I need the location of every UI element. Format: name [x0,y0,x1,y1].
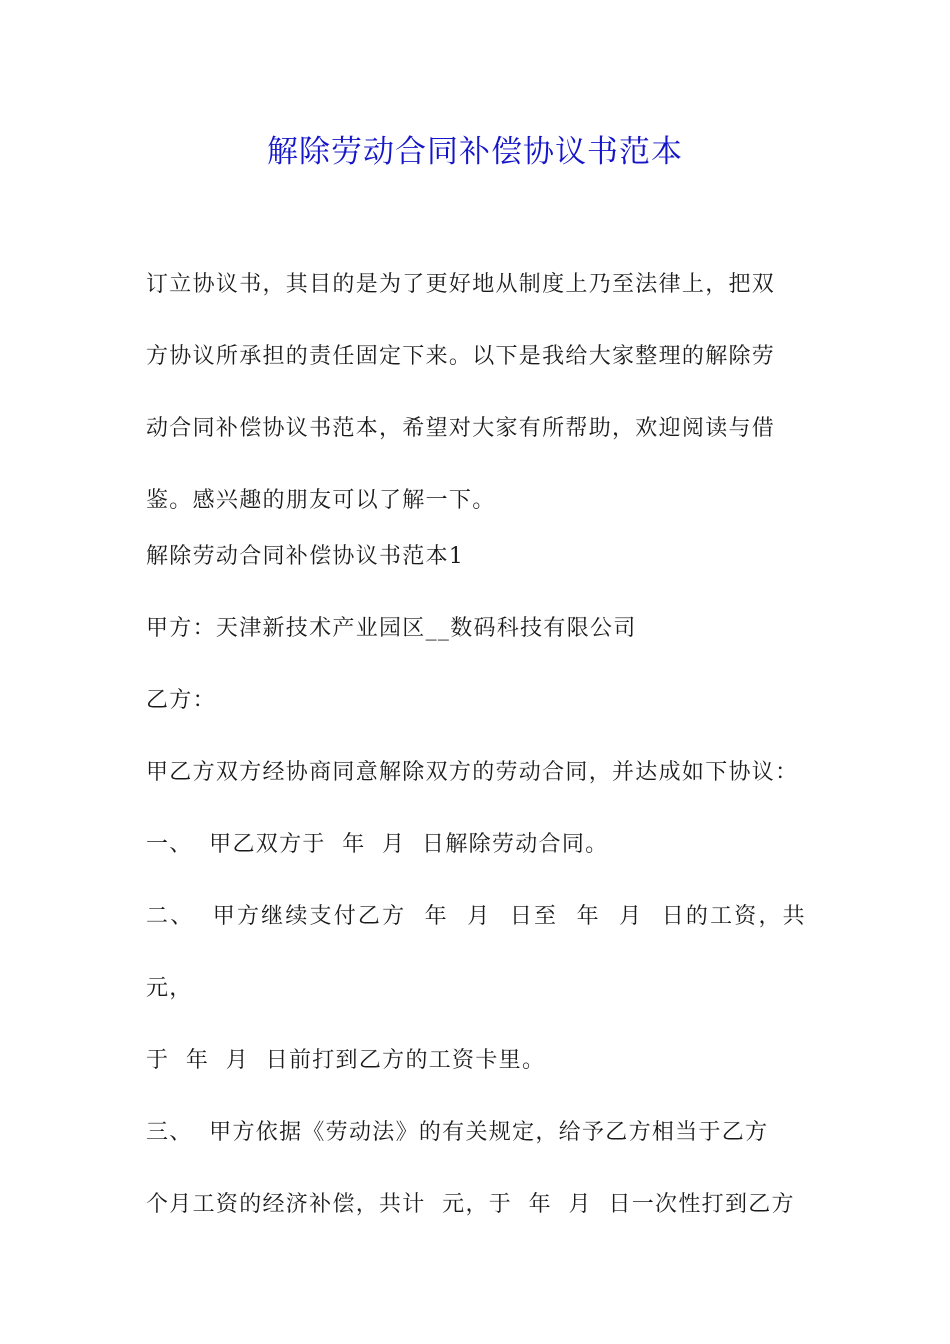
party-b-line: 乙方： [146,688,216,713]
document-title: 解除劳动合同补偿协议书范本 [267,134,683,170]
party-a-line: 甲方：天津新技术产业园区__数码科技有限公司 [146,616,637,641]
clause-2-line-2: 于 年 月 日前打到乙方的工资卡里。 [146,1048,546,1073]
clause-3-line-1: 三、 甲方依据《劳动法》的有关规定，给予乙方相当于乙方 [146,1120,769,1145]
agreement-intro-line: 甲乙方双方经协商同意解除双方的劳动合同，并达成如下协议： [146,760,799,785]
clause-2-line-1: 二、 甲方继续支付乙方 年 月 日至 年 月 日的工资，共 元， [146,904,823,1001]
intro-line: 方协议所承担的责任固定下来。以下是我给大家整理的解除劳 [146,344,776,369]
intro-paragraph [146,249,806,537]
clause-1: 一、 甲乙双方于 年 月 日解除劳动合同。 [146,832,609,857]
intro-line: 动合同补偿协议书范本，希望对大家有所帮助，欢迎阅读与借 [146,416,776,441]
clause-3-line-2: 个月工资的经济补偿，共计 元，于 年 月 日一次性打到乙方 [146,1192,795,1217]
agreement-body [146,521,823,1241]
section-heading: 解除劳动合同补偿协议书范本1 [146,544,465,569]
intro-line: 鉴。感兴趣的朋友可以了解一下。 [146,488,496,513]
intro-line: 订立协议书，其目的是为了更好地从制度上乃至法律上，把双 [146,272,776,297]
